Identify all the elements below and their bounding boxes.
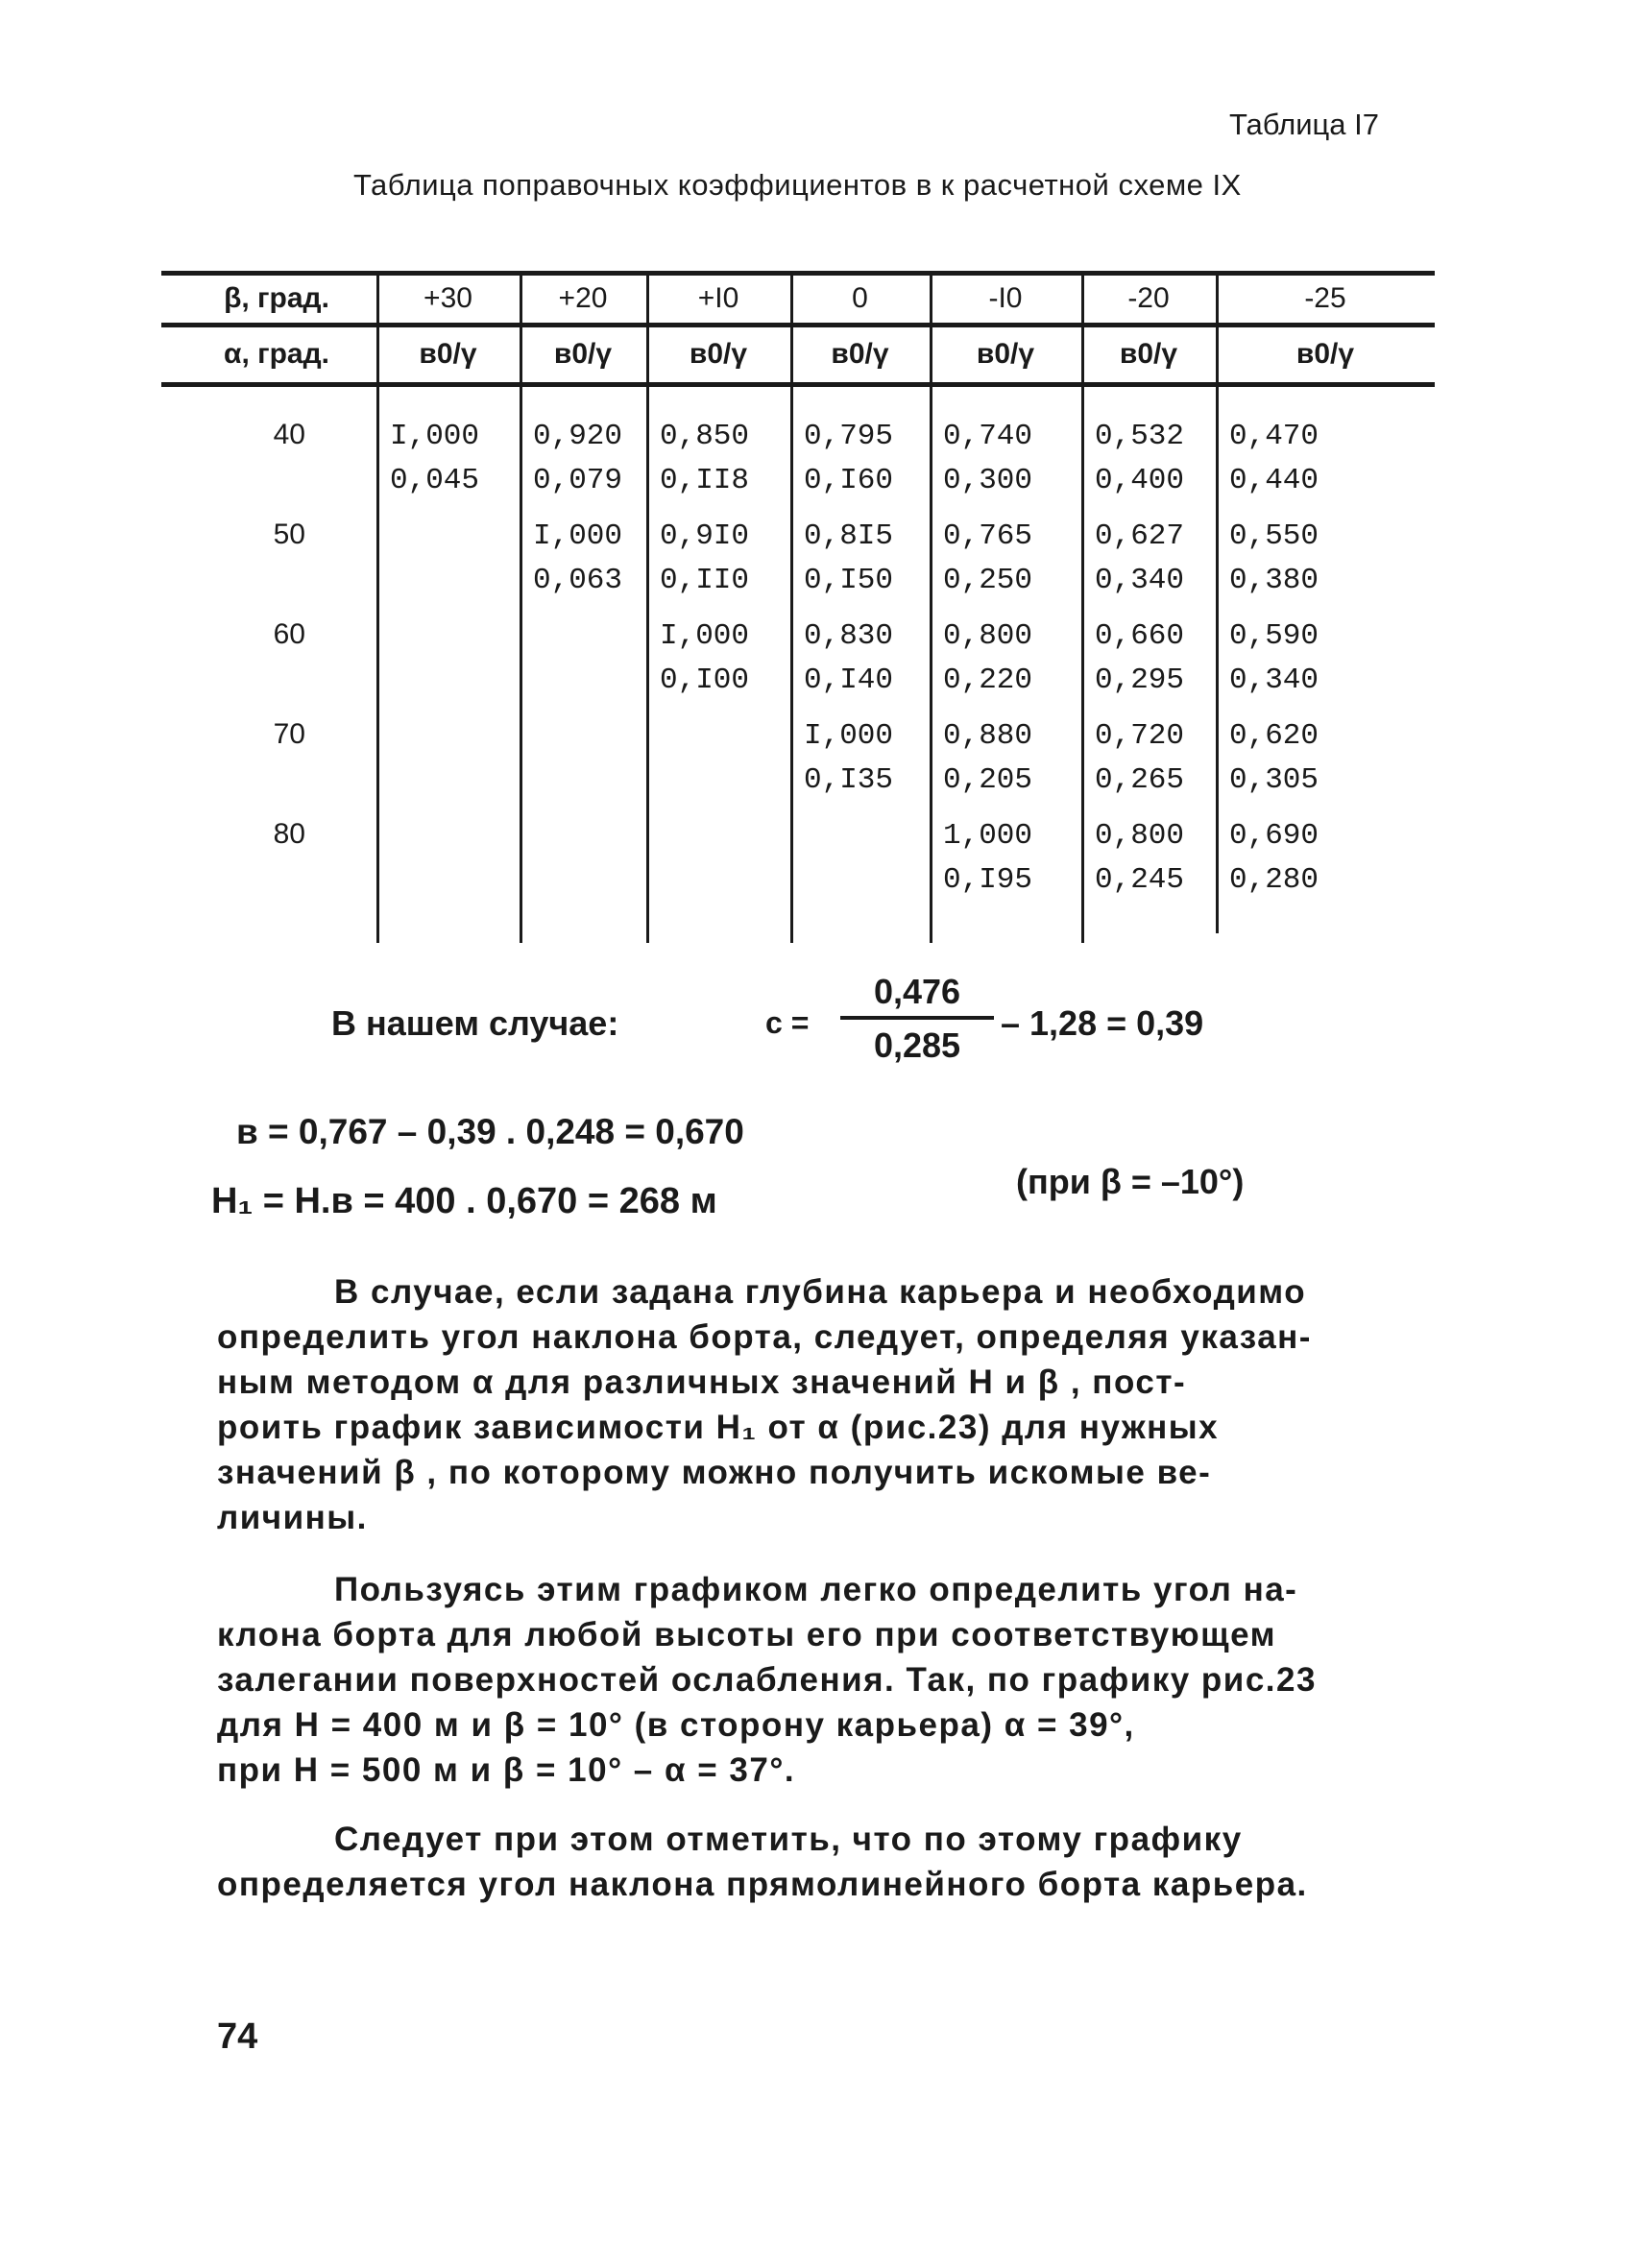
- table-cell: [943, 515, 1032, 603]
- table-cell: [804, 415, 893, 503]
- page-number: 74: [217, 2016, 258, 2057]
- table-cell: [943, 714, 1032, 803]
- beta-header: β, град.: [224, 282, 329, 314]
- cell-value: 0,245: [1095, 863, 1185, 897]
- cell-value: 0,I40: [804, 664, 894, 697]
- cell-value: 0,400: [1095, 464, 1185, 497]
- cell-value: 0,740: [943, 420, 1033, 453]
- cell-value: 0,220: [943, 664, 1033, 697]
- paragraph-line: клона борта для любой высоты его при соответствующем: [217, 1616, 1277, 1653]
- alpha-value: 40: [273, 419, 305, 450]
- table-number: Таблица I7: [1229, 108, 1380, 141]
- cell-value: I,000: [533, 519, 623, 553]
- alpha-value: 80: [273, 818, 305, 850]
- beta-value: -20: [1127, 282, 1170, 314]
- paragraph-3: [217, 1817, 1494, 1907]
- table-cell: [804, 615, 893, 703]
- cell-value: 0,II0: [660, 564, 750, 597]
- table-title: Таблица поправочных коэффициентов в к расчетной схеме IX: [353, 168, 1242, 202]
- coefficient-table: [161, 271, 1435, 943]
- formula-c-denominator: 0,285: [873, 1025, 961, 1065]
- cell-value: 0,800: [943, 619, 1033, 653]
- paragraph-line: Следует при этом отметить, что по этому графику: [334, 1821, 1243, 1858]
- paragraph-line: роить график зависимости H₁ от α (рис.23) для нужных: [217, 1409, 1220, 1446]
- cell-value: 0,880: [943, 719, 1033, 753]
- paragraph-line: личины.: [217, 1499, 368, 1536]
- table-rule-top: [161, 271, 1435, 276]
- fraction-bar: [840, 1016, 994, 1020]
- table-cell: [390, 415, 479, 503]
- column-rule: [930, 271, 932, 943]
- cell-value: 0,660: [1095, 619, 1185, 653]
- cell-value: 0,340: [1229, 664, 1319, 697]
- paragraph-line: ным методом α для различных значений H и β , пост-: [217, 1363, 1187, 1401]
- cell-value: 0,205: [943, 763, 1033, 797]
- cell-value: 0,250: [943, 564, 1033, 597]
- cell-value: 0,690: [1229, 819, 1319, 853]
- formula-note: (при β = –10°): [1016, 1162, 1245, 1201]
- cell-value: 0,045: [390, 464, 480, 497]
- paragraph-line: для H = 400 м и β = 10° (в сторону карьера) α = 39°,: [217, 1706, 1135, 1744]
- cell-value: 0,380: [1229, 564, 1319, 597]
- beta-value: +30: [424, 282, 472, 314]
- cell-value: I,000: [660, 619, 750, 653]
- formula-h-line: H₁ = H.в = 400 . 0,670 = 268 м: [211, 1181, 717, 1221]
- cell-value: 0,I95: [943, 863, 1033, 897]
- cell-value: 0,9I0: [660, 519, 750, 553]
- cell-value: 0,550: [1229, 519, 1319, 553]
- alpha-header: α, град.: [224, 338, 329, 370]
- cell-value: 0,470: [1229, 420, 1319, 453]
- cell-value: 0,295: [1095, 664, 1185, 697]
- table-cell: [1229, 415, 1319, 503]
- cell-value: 0,532: [1095, 420, 1185, 453]
- cell-value: 0,063: [533, 564, 623, 597]
- paragraph-line: определить угол наклона борта, следует, определяя указан-: [217, 1318, 1312, 1356]
- cell-value: 0,I35: [804, 763, 894, 797]
- alpha-value: 70: [273, 718, 305, 750]
- column-rule: [790, 271, 793, 943]
- formula-b-line: в = 0,767 – 0,39 . 0,248 = 0,670: [236, 1112, 744, 1151]
- cell-value: 0,II8: [660, 464, 750, 497]
- formula-intro: В нашем случае:: [331, 1003, 619, 1043]
- cell-value: 0,795: [804, 420, 894, 453]
- cell-value: 0,590: [1229, 619, 1319, 653]
- paragraph-2: [217, 1567, 1494, 1793]
- beta-value: -I0: [988, 282, 1023, 314]
- coef-subheader: в0/γ: [976, 338, 1035, 370]
- paragraph-line: В случае, если задана глубина карьера и необходимо: [334, 1273, 1307, 1311]
- table-cell: [1229, 515, 1319, 603]
- column-rule: [1081, 271, 1084, 943]
- table-rule-header-bottom: [161, 382, 1435, 387]
- beta-value: 0: [852, 282, 868, 314]
- column-rule: [376, 271, 379, 943]
- coef-subheader: в0/γ: [1119, 338, 1178, 370]
- formula-c-numerator: 0,476: [873, 972, 961, 1011]
- beta-value: +20: [558, 282, 608, 314]
- table-cell: [804, 515, 893, 603]
- alpha-value: 50: [273, 519, 305, 550]
- table-cell: [943, 415, 1032, 503]
- cell-value: 0,280: [1229, 863, 1319, 897]
- table-cell: [1229, 615, 1319, 703]
- table-cell: [533, 515, 622, 603]
- cell-value: 0,300: [943, 464, 1033, 497]
- cell-value: I,000: [804, 719, 894, 753]
- cell-value: 0,I00: [660, 664, 750, 697]
- beta-value: -25: [1304, 282, 1346, 314]
- cell-value: 0,8I5: [804, 519, 894, 553]
- coef-subheader: в0/γ: [553, 338, 613, 370]
- formula-c-lhs: c =: [765, 1005, 810, 1040]
- cell-value: 0,850: [660, 420, 750, 453]
- cell-value: I,000: [390, 420, 480, 453]
- coef-subheader: в0/γ: [419, 338, 477, 370]
- table-cell: [660, 415, 749, 503]
- coef-subheader: в0/γ: [1295, 338, 1355, 370]
- cell-value: 1,000: [943, 819, 1033, 853]
- paragraph-line: значений β , по которому можно получить искомые ве-: [217, 1454, 1212, 1491]
- table-cell: [533, 415, 622, 503]
- paragraph-1: [217, 1269, 1494, 1540]
- table-cell: [1095, 615, 1184, 703]
- cell-value: 0,720: [1095, 719, 1185, 753]
- table-cell: [943, 615, 1032, 703]
- column-rule: [520, 271, 522, 943]
- table-rule-mid: [161, 323, 1435, 327]
- paragraph-line: Пользуясь этим графиком легко определить угол на-: [334, 1571, 1298, 1608]
- cell-value: 0,765: [943, 519, 1033, 553]
- cell-value: 0,340: [1095, 564, 1185, 597]
- table-cell: [1229, 814, 1319, 903]
- table-cell: [1229, 714, 1319, 803]
- cell-value: 0,830: [804, 619, 894, 653]
- table-cell: [943, 814, 1032, 903]
- table-cell: [1095, 814, 1184, 903]
- cell-value: 0,620: [1229, 719, 1319, 753]
- paragraph-line: залегании поверхностей ослабления. Так, по графику рис.23: [217, 1661, 1317, 1699]
- cell-value: 0,I50: [804, 564, 894, 597]
- cell-value: 0,627: [1095, 519, 1185, 553]
- coef-subheader: в0/γ: [831, 338, 889, 370]
- paragraph-line: определяется угол наклона прямолинейного борта карьера.: [217, 1866, 1308, 1903]
- table-cell: [1095, 714, 1184, 803]
- cell-value: 0,305: [1229, 763, 1319, 797]
- coef-subheader: в0/γ: [689, 338, 748, 370]
- table-cell: [660, 515, 749, 603]
- formula-c-rest: – 1,28 = 0,39: [1001, 1003, 1204, 1043]
- cell-value: 0,440: [1229, 464, 1319, 497]
- cell-value: 0,920: [533, 420, 623, 453]
- cell-value: 0,I60: [804, 464, 894, 497]
- beta-value: +I0: [697, 282, 739, 314]
- table-cell: [660, 615, 749, 703]
- table-cell: [1095, 415, 1184, 503]
- column-rule: [646, 271, 649, 943]
- cell-value: 0,265: [1095, 763, 1185, 797]
- table-cell: [804, 714, 893, 803]
- paragraph-line: при H = 500 м и β = 10° – α = 37°.: [217, 1751, 796, 1789]
- table-cell: [1095, 515, 1184, 603]
- cell-value: 0,079: [533, 464, 623, 497]
- cell-value: 0,800: [1095, 819, 1185, 853]
- alpha-value: 60: [273, 618, 305, 650]
